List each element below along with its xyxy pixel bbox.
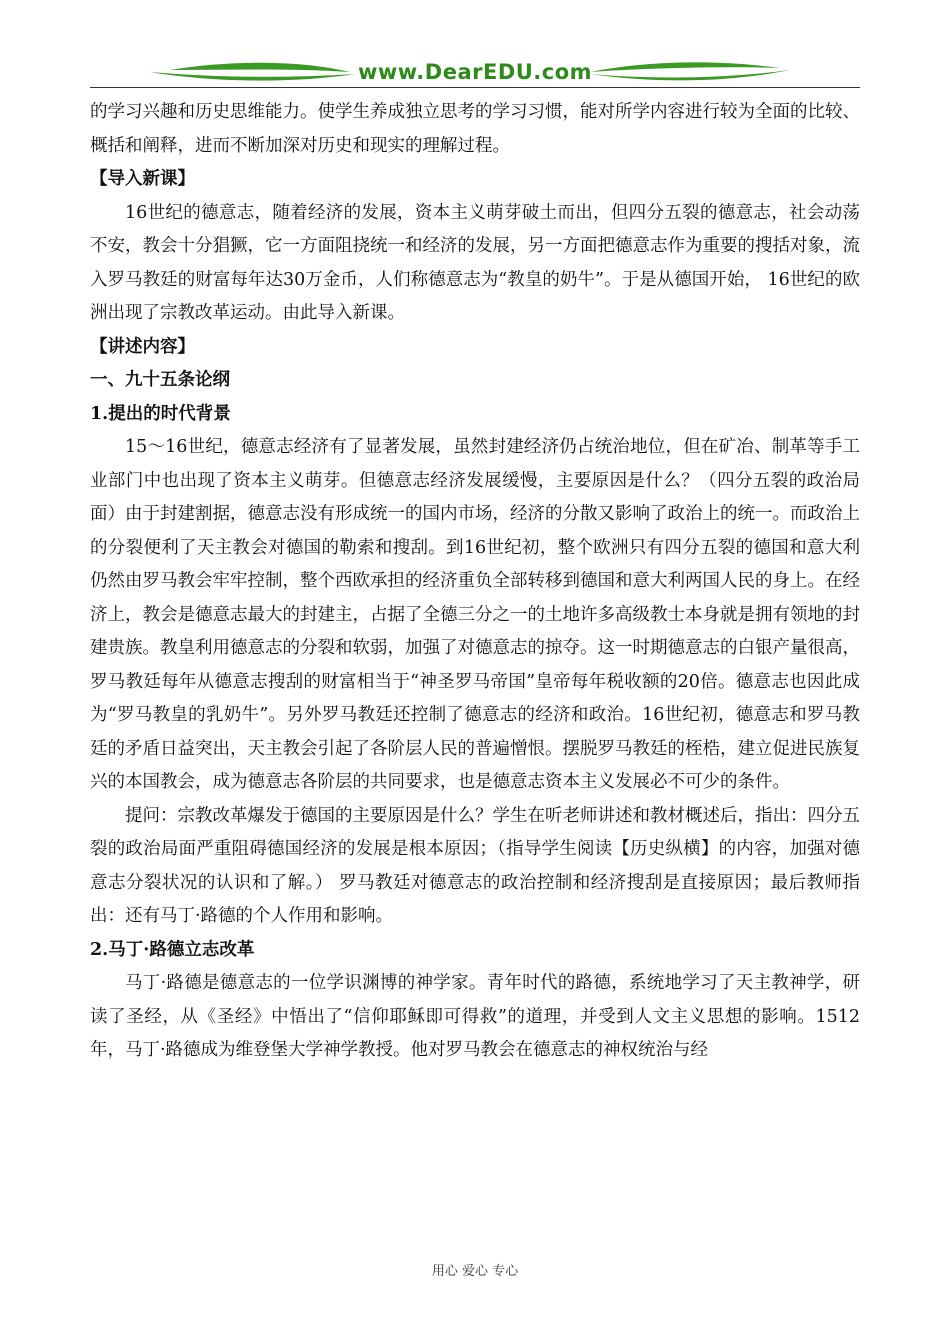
body-paragraph: 16世纪的德意志，随着经济的发展，资本主义萌芽破土而出，但四分五裂的德意志，社会动荡不安，教会十分猖獗，它一方面阻挠统一和经济的发展，另一方面把德意志作为重要的搜括对象，流入罗马教廷的财富每年达30万金币，人们称德意志为“教皇的奶牛”。于是从德国开始， 16世纪的欧洲出现了宗教改革运动。由此导入新课。: [90, 202, 860, 323]
site-header-logo: [90, 58, 860, 88]
page-footer: 用心 爱心 专心: [431, 1264, 519, 1279]
section-heading: 1.提出的时代背景: [90, 403, 231, 424]
section-heading: 【导入新课】: [90, 169, 195, 189]
body-paragraph: 的学习兴趣和历史思维能力。使学生养成独立思考的学习习惯，能对所学内容进行较为全面的比较、概括和阐释，进而不断加深对历史和现实的理解过程。: [90, 102, 860, 156]
section-heading: 一、九十五条论纲: [90, 370, 230, 390]
section-heading: 【讲述内容】: [90, 336, 195, 357]
section-heading: 2.马丁·路德立志改革: [90, 939, 255, 960]
document-body: [90, 96, 860, 1068]
body-paragraph: 马丁·路德是德意志的一位学识渊博的神学家。青年时代的路德，系统地学习了天主教神学，研读了圣经，从《圣经》中悟出了“信仰耶稣即可得救”的道理，并受到人文主义思想的影响。1512年，马丁·路德成为维登堡大学神学教授。他对罗马教会在德意志的神权统治与经: [90, 973, 860, 1060]
header-rule: [90, 87, 860, 88]
site-logo-text: www.DearEDU.com: [357, 60, 593, 84]
body-paragraph: 15～16世纪，德意志经济有了显著发展，虽然封建经济仍占统治地位，但在矿冶、制革等手工业部门中也出现了资本主义萌芽。但德意志经济发展缓慢，主要原因是什么？（四分五裂的政治局面）由于封建割据，德意志没有形成统一的国内市场，经济的分散又影响了政治上的统一。而政治上的分裂便利了天主教会对德国的勒索和搜刮。到16世纪初，整个欧洲只有四分五裂的德国和意大利仍然由罗马教会牢牢控制，整个西欧承担的经济重负全部转移到德国和意大利两国人民的身上。在经济上，教会是德意志最大的封建主，占据了全德三分之一的土地许多高级教士本身就是拥有领地的封建贵族。教皇利用德意志的分裂和软弱，加强了对德意志的掠夺。这一时期德意志的白银产量很高，罗马教廷每年从德意志搜刮的财富相当于“神圣罗马帝国”皇帝每年税收额的20倍。德意志也因此成为“罗马教皇的乳奶牛”。另外罗马教廷还控制了德意志的经济和政治。16世纪初，德意志和罗马教廷的矛盾日益突出，天主教会引起了各阶层人民的普遍憎恨。摆脱罗马教廷的桎梏，建立促进民族复兴的本国教会，成为德意志各阶层的共同要求，也是德意志资本主义发展必不可少的条件。: [90, 437, 860, 792]
body-paragraph: 提问：宗教改革爆发于德国的主要原因是什么？学生在听老师讲述和教材概述后，指出：四分五裂的政治局面严重阻碍德国经济的发展是根本原因；（指导学生阅读【历史纵横】的内容，加强对德意志分裂状况的认识和了解。） 罗马教廷对德意志的政治控制和经济搜刮是直接原因；最后教师指出：还有马丁·路德的个人作用和影响。: [90, 805, 860, 926]
